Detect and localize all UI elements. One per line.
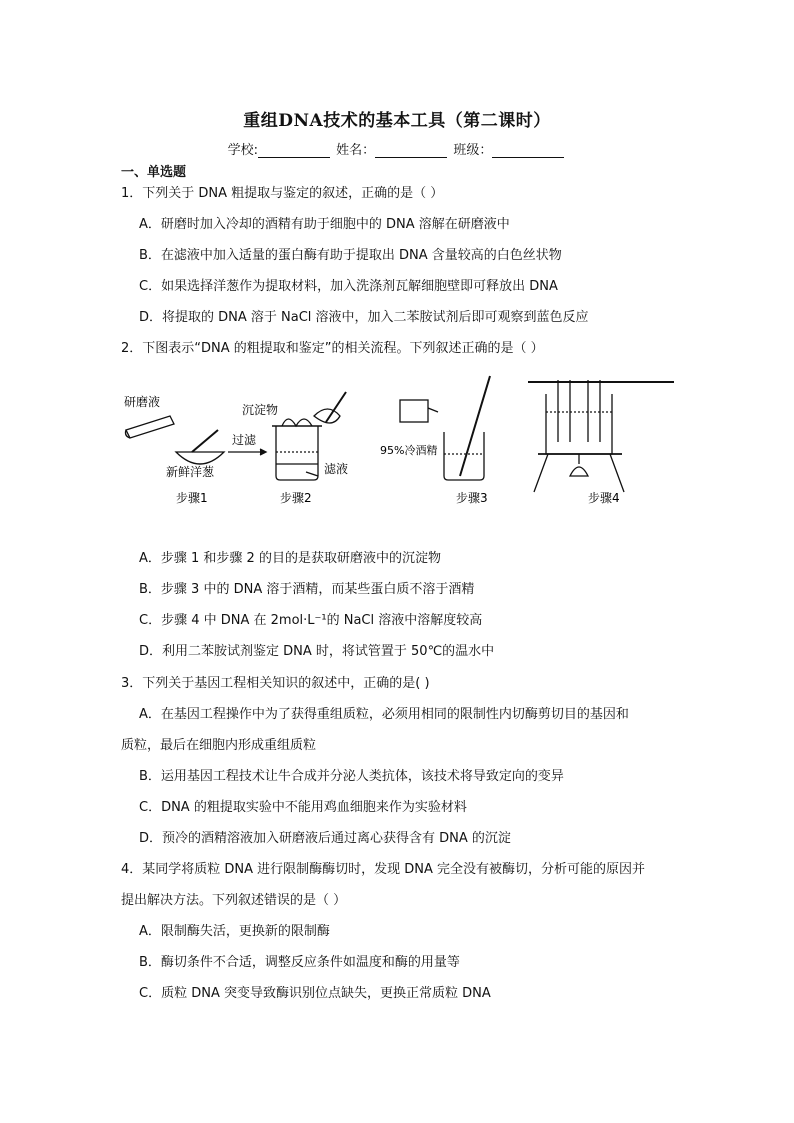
question-4-stem: 4．某同学将质粒 DNA 进行限制酶酶切时，发现 DNA 完全没有被酶切，分析可能的原因并: [121, 862, 646, 877]
question-2-option-b[interactable]: B．步骤 3 中的 DNA 溶于酒精，而某些蛋白质不溶于酒精: [139, 582, 475, 597]
question-2-stem: 2．下图表示“DNA 的粗提取和鉴定”的相关流程。下列叙述正确的是（ ）: [121, 341, 544, 356]
name-label: 姓名：: [336, 143, 376, 158]
label-precipitate: 沉淀物: [242, 403, 279, 417]
test-tube-icon: [126, 416, 174, 438]
question-2-option-c[interactable]: C．步骤 4 中 DNA 在 2mol·L⁻¹的 NaCl 溶液中溶解度较高: [139, 613, 483, 628]
step2-beaker-icon: [276, 426, 318, 480]
school-label: 学校:: [227, 143, 259, 158]
tripod-icon: [534, 454, 624, 492]
label-step2: 步骤2: [280, 491, 312, 505]
burner-flame-icon: [570, 467, 588, 476]
question-3-stem: 3．下列关于基因工程相关知识的叙述中，正确的是( ): [121, 676, 430, 691]
question-1-option-b[interactable]: B．在滤液中加入适量的蛋白酶有助于提取出 DNA 含量较高的白色丝状物: [139, 248, 562, 263]
question-2-option-d[interactable]: D．利用二苯胺试剂鉴定 DNA 时，将试管置于 50℃的温水中: [139, 644, 495, 659]
question-4-option-a[interactable]: A．限制酶失活，更换新的限制酶: [139, 924, 330, 939]
label-step1: 步骤1: [176, 491, 208, 505]
label-fresh-onion: 新鲜洋葱: [166, 465, 215, 479]
dna-extraction-figure: [118, 372, 678, 512]
label-cold-ethanol: 95%冷酒精: [380, 444, 438, 457]
question-2-option-a[interactable]: A．步骤 1 和步骤 2 的目的是获取研磨液中的沉淀物: [139, 551, 441, 566]
question-3-option-d[interactable]: D．预冷的酒精溶液加入研磨液后通过离心获得含有 DNA 的沉淀: [139, 831, 511, 846]
question-3-option-a[interactable]: A．在基因工程操作中为了获得重组质粒，必须用相同的限制性内切酶剪切目的基因和: [139, 707, 629, 722]
label-step3: 步骤3: [456, 491, 488, 505]
section-heading: 一、单选题: [121, 165, 187, 180]
name-blank[interactable]: [375, 144, 447, 158]
mortar-icon: [176, 452, 224, 464]
test-tube-pair-icon: [558, 380, 600, 442]
page-title: 重组DNA技术的基本工具（第二课时）: [243, 111, 551, 131]
pestle-icon: [192, 430, 218, 452]
class-label: 班级：: [453, 143, 493, 158]
question-3-option-a-continued: 质粒，最后在细胞内形成重组质粒: [121, 738, 317, 753]
question-3-option-b[interactable]: B．运用基因工程技术让牛合成并分泌人类抗体，该技术将导致定向的变异: [139, 769, 564, 784]
label-filter: 过滤: [232, 433, 257, 447]
question-1-stem: 1．下列关于 DNA 粗提取与鉴定的叙述，正确的是（ ）: [121, 186, 444, 201]
step3-beaker-icon: [444, 432, 484, 480]
glass-rod-icon: [460, 376, 490, 476]
ethanol-bottle-icon: [400, 400, 428, 422]
question-4-option-c[interactable]: C．质粒 DNA 突变导致酶识别位点缺失，更换正常质粒 DNA: [139, 986, 491, 1001]
label-grinding-liquid: 研磨液: [124, 395, 161, 409]
question-1-option-c[interactable]: C．如果选择洋葱作为提取材料，加入洗涤剂瓦解细胞壁即可释放出 DNA: [139, 279, 558, 294]
question-4-option-b[interactable]: B．酶切条件不合适，调整反应条件如温度和酶的用量等: [139, 955, 460, 970]
class-blank[interactable]: [492, 144, 564, 158]
question-1-option-d[interactable]: D．将提取的 DNA 溶于 NaCl 溶液中，加入二苯胺试剂后即可观察到蓝色反应: [139, 310, 589, 325]
question-1-option-a[interactable]: A．研磨时加入冷却的酒精有助于细胞中的 DNA 溶解在研磨液中: [139, 217, 510, 232]
water-bath-beaker-icon: [546, 394, 612, 454]
school-blank[interactable]: [258, 144, 330, 158]
student-info-line: [0, 139, 794, 158]
question-4-stem-continued: 提出解决方法。下列叙述错误的是（ ）: [121, 893, 347, 908]
label-filtrate: 滤液: [324, 462, 349, 476]
label-step4: 步骤4: [588, 491, 620, 505]
question-3-option-c[interactable]: C．DNA 的粗提取实验中不能用鸡血细胞来作为实验材料: [139, 800, 467, 815]
